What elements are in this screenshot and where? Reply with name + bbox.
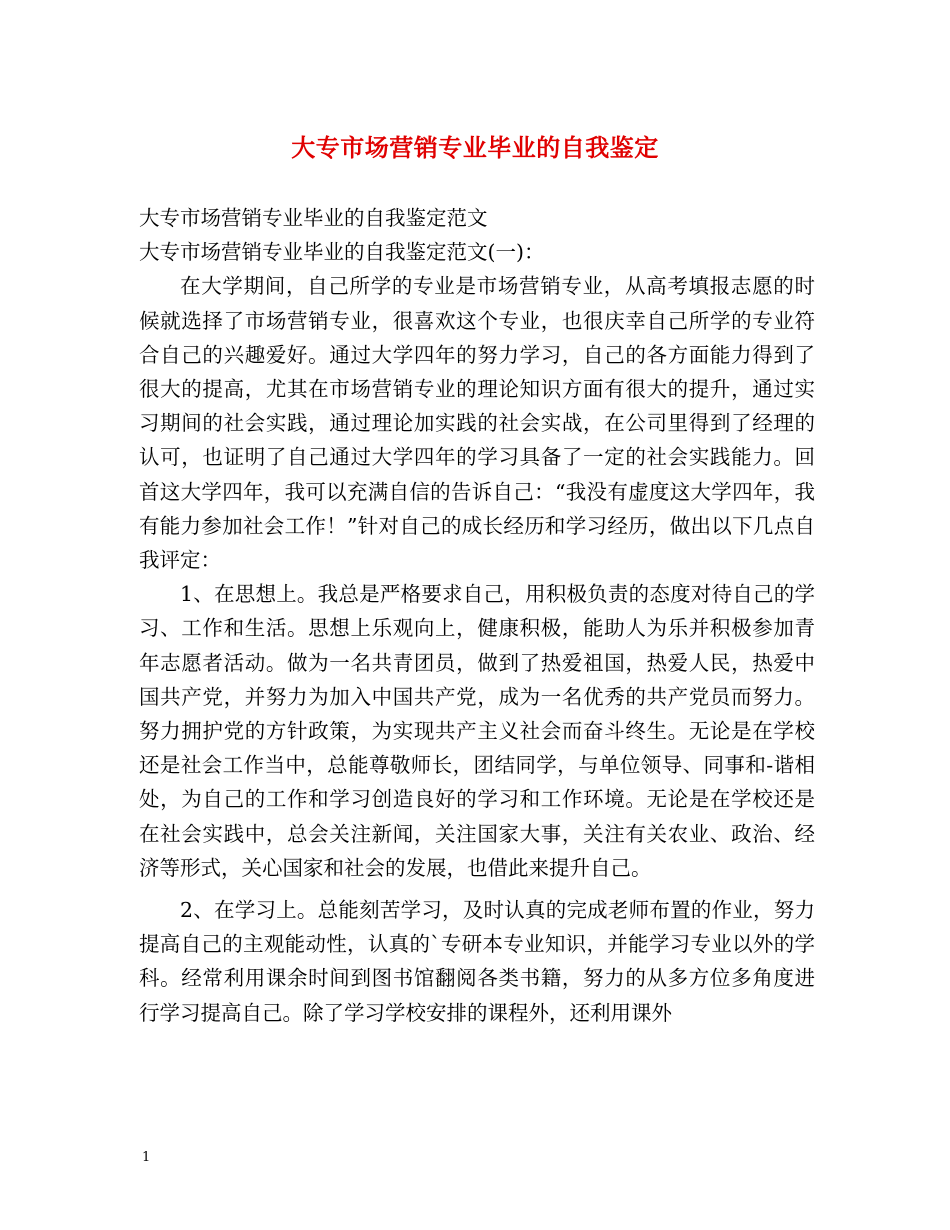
paragraph-study: 2、在学习上。总能刻苦学习，及时认真的完成老师布置的作业，努力提高自己的主观能动性，认真的`专研本专业知识，并能学习专业以外的学科。经常利用课余时间到图书馆翻阅各类书籍，努力的从多方位多角度进行学习提高自己。除了学习学校安排的课程外，还利用课外 bbox=[139, 898, 815, 1025]
paragraph-intro: 在大学期间，自己所学的专业是市场营销专业，从高考填报志愿的时候就选择了市场营销专业，很喜欢这个专业，也很庆幸自己所学的专业符合自己的兴趣爱好。通过大学四年的努力学习，自己的各方面能力得到了很大的提高，尤其在市场营销专业的理论知识方面有很大的提升，通过实习期间的社会实践，通过理论加实践的社会实战，在公司里得到了经理的认可，也证明了自己通过大学四年的学习具备了一定的社会实践能力。回首这大学四年，我可以充满自信的告诉自己：“我没有虚度这大学四年，我有能力参加社会工作！”针对自己的成长经历和学习经历，做出以下几点自我评定： bbox=[139, 274, 815, 572]
document-body bbox=[139, 201, 815, 1030]
paragraph-thought: 1、在思想上。我总是严格要求自己，用积极负责的态度对待自己的学习、工作和生活。思想上乐观向上，健康积极，能助人为乐并积极参加青年志愿者活动。做为一名共青团员，做到了热爱祖国，热爱人民，热爱中国共产党，并努力为加入中国共产党，成为一名优秀的共产党员而努力。努力拥护党的方针政策，为实现共产主义社会而奋斗终生。无论是在学校还是社会工作当中，总能尊敬师长，团结同学，与单位领导、同事和-谐相处，为自己的工作和学习创造良好的学习和工作环境。无论是在学校还是在社会实践中，总会关注新闻，关注国家大事，关注有关农业、政治、经济等形式，关心国家和社会的发展，也借此来提升自己。 bbox=[139, 582, 815, 880]
subtitle-line-2: 大专市场营销专业毕业的自我鉴定范文(一)： bbox=[139, 240, 545, 265]
document-title: 大专市场营销专业毕业的自我鉴定 bbox=[291, 133, 659, 162]
page-number: 1 bbox=[142, 1150, 151, 1165]
subtitle-line-1: 大专市场营销专业毕业的自我鉴定范文 bbox=[139, 206, 488, 230]
